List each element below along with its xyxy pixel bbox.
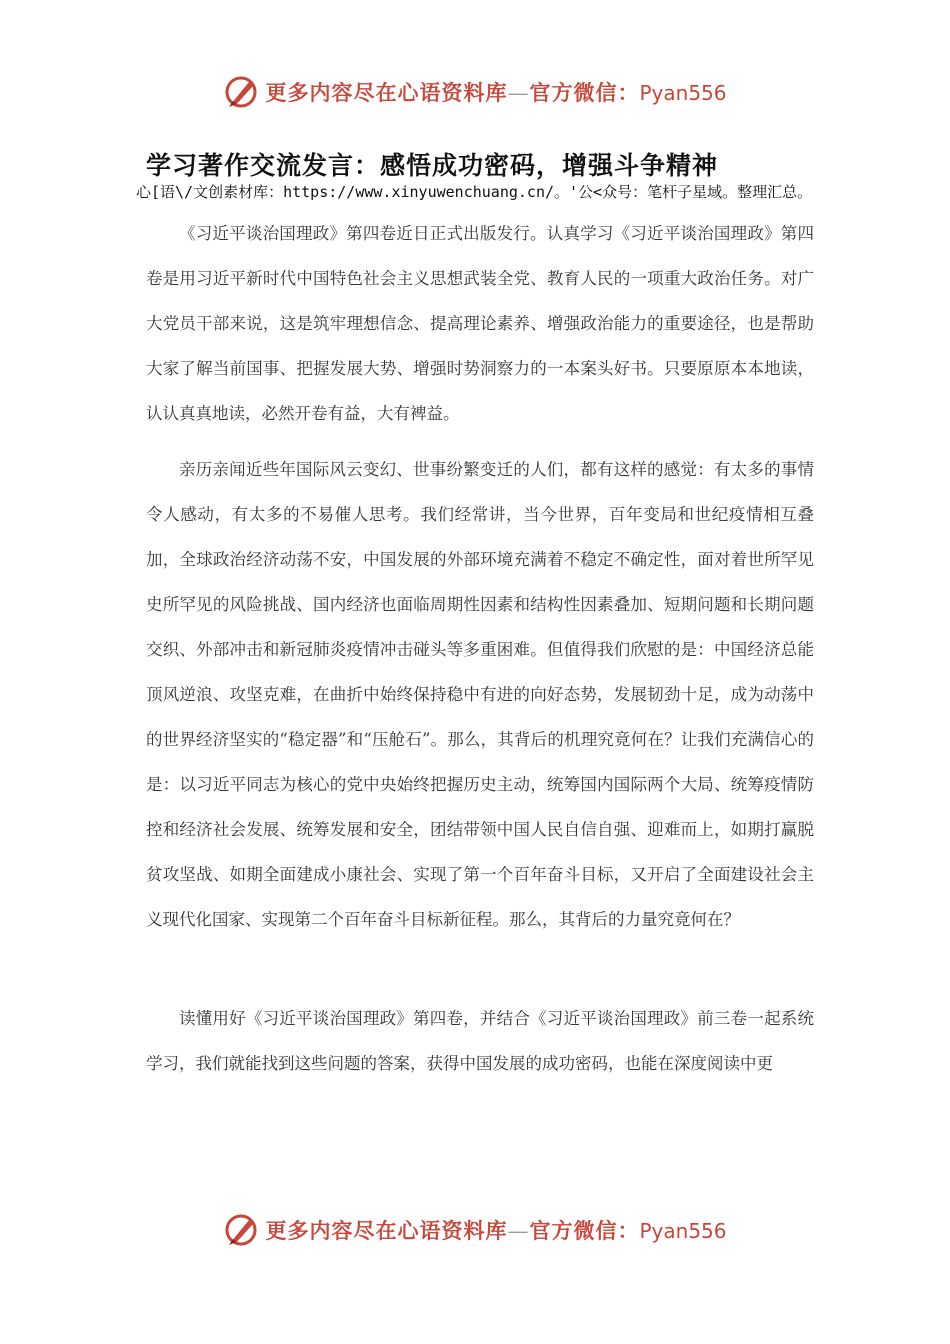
footer-banner — [0, 1210, 950, 1250]
banner-wechat-id: Pyan556 — [639, 1219, 727, 1243]
paragraph-2: 亲历亲闻近些年国际风云变幻、世事纷繁变迁的人们，都有这样的感觉：有太多的事情令人感动，有太多的不易催人思考。我们经常讲，当今世界，百年变局和世纪疫情相互叠加，全球政治经济动荡不安，中国发展的外部环境充满着不稳定不确定性，面对着世所罕见史所罕见的风险挑战、国内经济也面临周期性因素和结构性因素叠加、短期问题和长期问题交织、外部冲击和新冠肺炎疫情冲击碰头等多重困难。但值得我们欣慰的是：中国经济总能顶风逆浪、攻坚克难，在曲折中始终保持稳中有进的向好态势，发展韧劲十足，成为动荡中的世界经济坚实的“稳定器”和“压舱石”。那么，其背后的机理究竟何在？让我们充满信心的是：以习近平同志为核心的党中央始终把握历史主动，统筹国内国际两个大局、统筹疫情防控和经济社会发展、统筹发展和安全，团结带领中国人民自信自强、迎难而上，如期打赢脱贫攻坚战、如期全面建成小康社会、实现了第一个百年奋斗目标，又开启了全面建设社会主义现代化国家、实现第二个百年奋斗目标新征程。那么，其背后的力量究竟何在？ — [146, 460, 814, 929]
banner-slogan: 更多内容尽在心语资料库 — [265, 80, 508, 105]
banner-text — [265, 1215, 726, 1245]
banner-wechat-label: 官方微信： — [529, 80, 640, 105]
banner-wechat-label: 官方微信： — [529, 1218, 640, 1243]
document-title: 学习著作交流发言：感悟成功密码，增强斗争精神 — [146, 151, 719, 180]
paragraph-1: 《习近平谈治国理政》第四卷近日正式出版发行。认真学习《习近平谈治国理政》第四卷是用习近平新时代中国特色社会主义思想武装全党、教育人民的一项重大政治任务。对广大党员干部来说，这是筑牢理想信念、提高理论素养、增强政治能力的重要途径，也是帮助大家了解当前国事、把握发展大势、增强时势洞察力的一本案头好书。只要原原本本地读，认认真真地读，必然开卷有益，大有裨益。 — [146, 224, 814, 423]
banner-slogan: 更多内容尽在心语资料库 — [265, 1218, 508, 1243]
banner-wechat-id: Pyan556 — [639, 81, 727, 105]
header-banner — [0, 72, 950, 112]
pen-logo-icon — [223, 74, 259, 110]
source-note: 心[语\/文创素材库：https://www.xinyuwenchuang.cn/。'公<众号：笔杆子星域。整理汇总。 — [136, 183, 813, 201]
banner-separator: — — [507, 81, 530, 105]
pen-logo-icon — [223, 1212, 259, 1248]
banner-separator: — — [507, 1219, 530, 1243]
paragraph-3: 读懂用好《习近平谈治国理政》第四卷，并结合《习近平谈治国理政》前三卷一起系统学习，我们就能找到这些问题的答案，获得中国发展的成功密码，也能在深度阅读中更 — [146, 1009, 814, 1073]
banner-text — [265, 77, 726, 107]
